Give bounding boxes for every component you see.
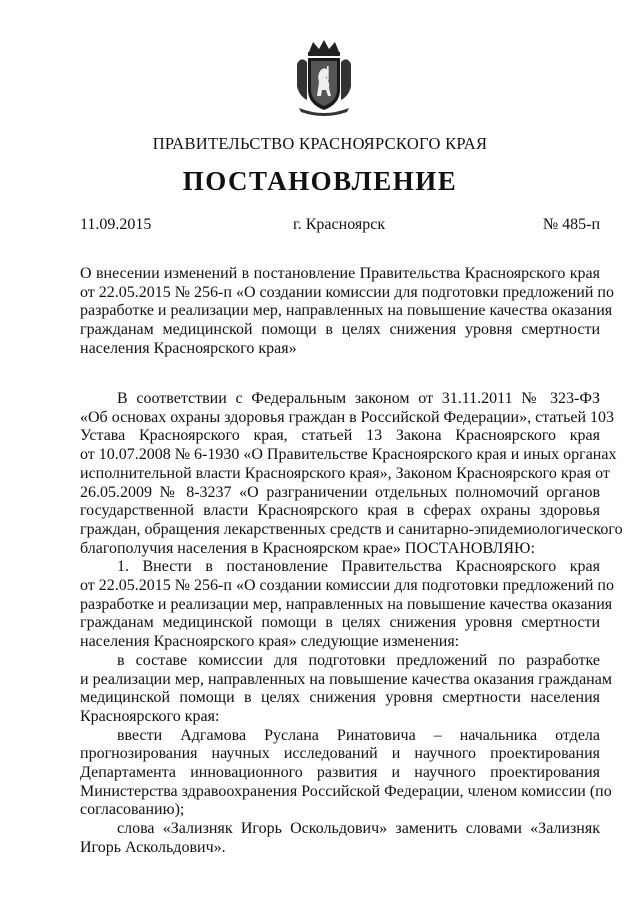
document-city: г. Красноярск xyxy=(293,216,386,233)
body-line: гражданам медицинской помощи в целях снижения уровня смертности xyxy=(80,614,600,632)
body-line: благополучия населения в Красноярском крае» ПОСТАНОВЛЯЮ: xyxy=(80,539,535,557)
body-line: ввести Адгамова Руслана Ринатовича – начальника отдела xyxy=(117,726,600,744)
subject-line: от 22.05.2015 № 256-п «О создании комиссии для подготовки предложений по xyxy=(80,283,614,301)
body-line: государственной власти Красноярского края в сферах охраны здоровья xyxy=(80,502,600,520)
document-subject xyxy=(80,265,614,359)
body-line: согласованию); xyxy=(80,801,185,819)
body-line: Министерства здравоохранения Российской Федерации, членом комиссии (по xyxy=(80,782,612,800)
krasnoyarsk-coat-of-arms-icon xyxy=(293,38,355,118)
body-line: Департамента инновационного развития и научного проектирования xyxy=(80,764,600,782)
body-line: населения Красноярского края» следующие изменения: xyxy=(80,633,460,651)
document-number: № 485-п xyxy=(542,216,600,233)
body-line: от 22.05.2015 № 256-п «О создании комиссии для подготовки предложений по xyxy=(80,577,614,595)
document-type-title: ПОСТАНОВЛЕНИЕ xyxy=(182,166,458,196)
document-date: 11.09.2015 xyxy=(80,216,152,233)
document-body xyxy=(80,390,623,858)
body-line: 26.05.2009 № 8-3237 «О разграничении отдельных полномочий органов xyxy=(80,483,600,501)
body-line: «Об основах охраны здоровья граждан в Российской Федерации», статьей 103 xyxy=(80,408,615,426)
subject-line: населения Красноярского края» xyxy=(80,339,297,357)
body-line: 1. Внести в постановление Правительства Красноярского края xyxy=(117,558,600,576)
subject-line: гражданам медицинской помощи в целях снижения уровня смертности xyxy=(80,321,600,339)
body-line: Устава Красноярского края, статьей 13 Закона Красноярского края xyxy=(80,427,600,445)
subject-line: О внесении изменений в постановление Правительства Красноярского края xyxy=(80,265,600,282)
body-line: от 10.07.2008 № 6-1930 «О Правительстве Красноярского края и иных органах xyxy=(80,446,617,464)
body-line: в составе комиссии для подготовки предложений по разработке xyxy=(117,651,600,669)
government-name: ПРАВИТЕЛЬСТВО КРАСНОЯРСКОГО КРАЯ xyxy=(152,134,488,153)
body-line: исполнительной власти Красноярского края», Законом Красноярского края от xyxy=(80,464,610,482)
body-line: граждан, обращения лекарственных средств и санитарно-эпидемиологического xyxy=(80,520,623,538)
body-line: медицинской помощи в целях снижения уровня смертности населения xyxy=(80,689,600,707)
body-line: и реализации мер, направленных на повышение качества оказания гражданам xyxy=(80,670,612,688)
subject-line: разработке и реализации мер, направленных на повышение качества оказания xyxy=(80,302,613,320)
body-line: прогнозирования научных исследований и научного проектирования xyxy=(80,745,600,763)
body-line: В соответствии с Федеральным законом от 31.11.2011 № 323-ФЗ xyxy=(117,390,600,407)
body-line: слова «Зализняк Игорь Оскольдович» заменить словами «Зализняк xyxy=(117,820,600,838)
body-line: Красноярского края: xyxy=(80,707,220,725)
body-line: Игорь Аскольдович». xyxy=(80,838,226,856)
body-line: разработке и реализации мер, направленных на повышение качества оказания xyxy=(80,595,613,613)
